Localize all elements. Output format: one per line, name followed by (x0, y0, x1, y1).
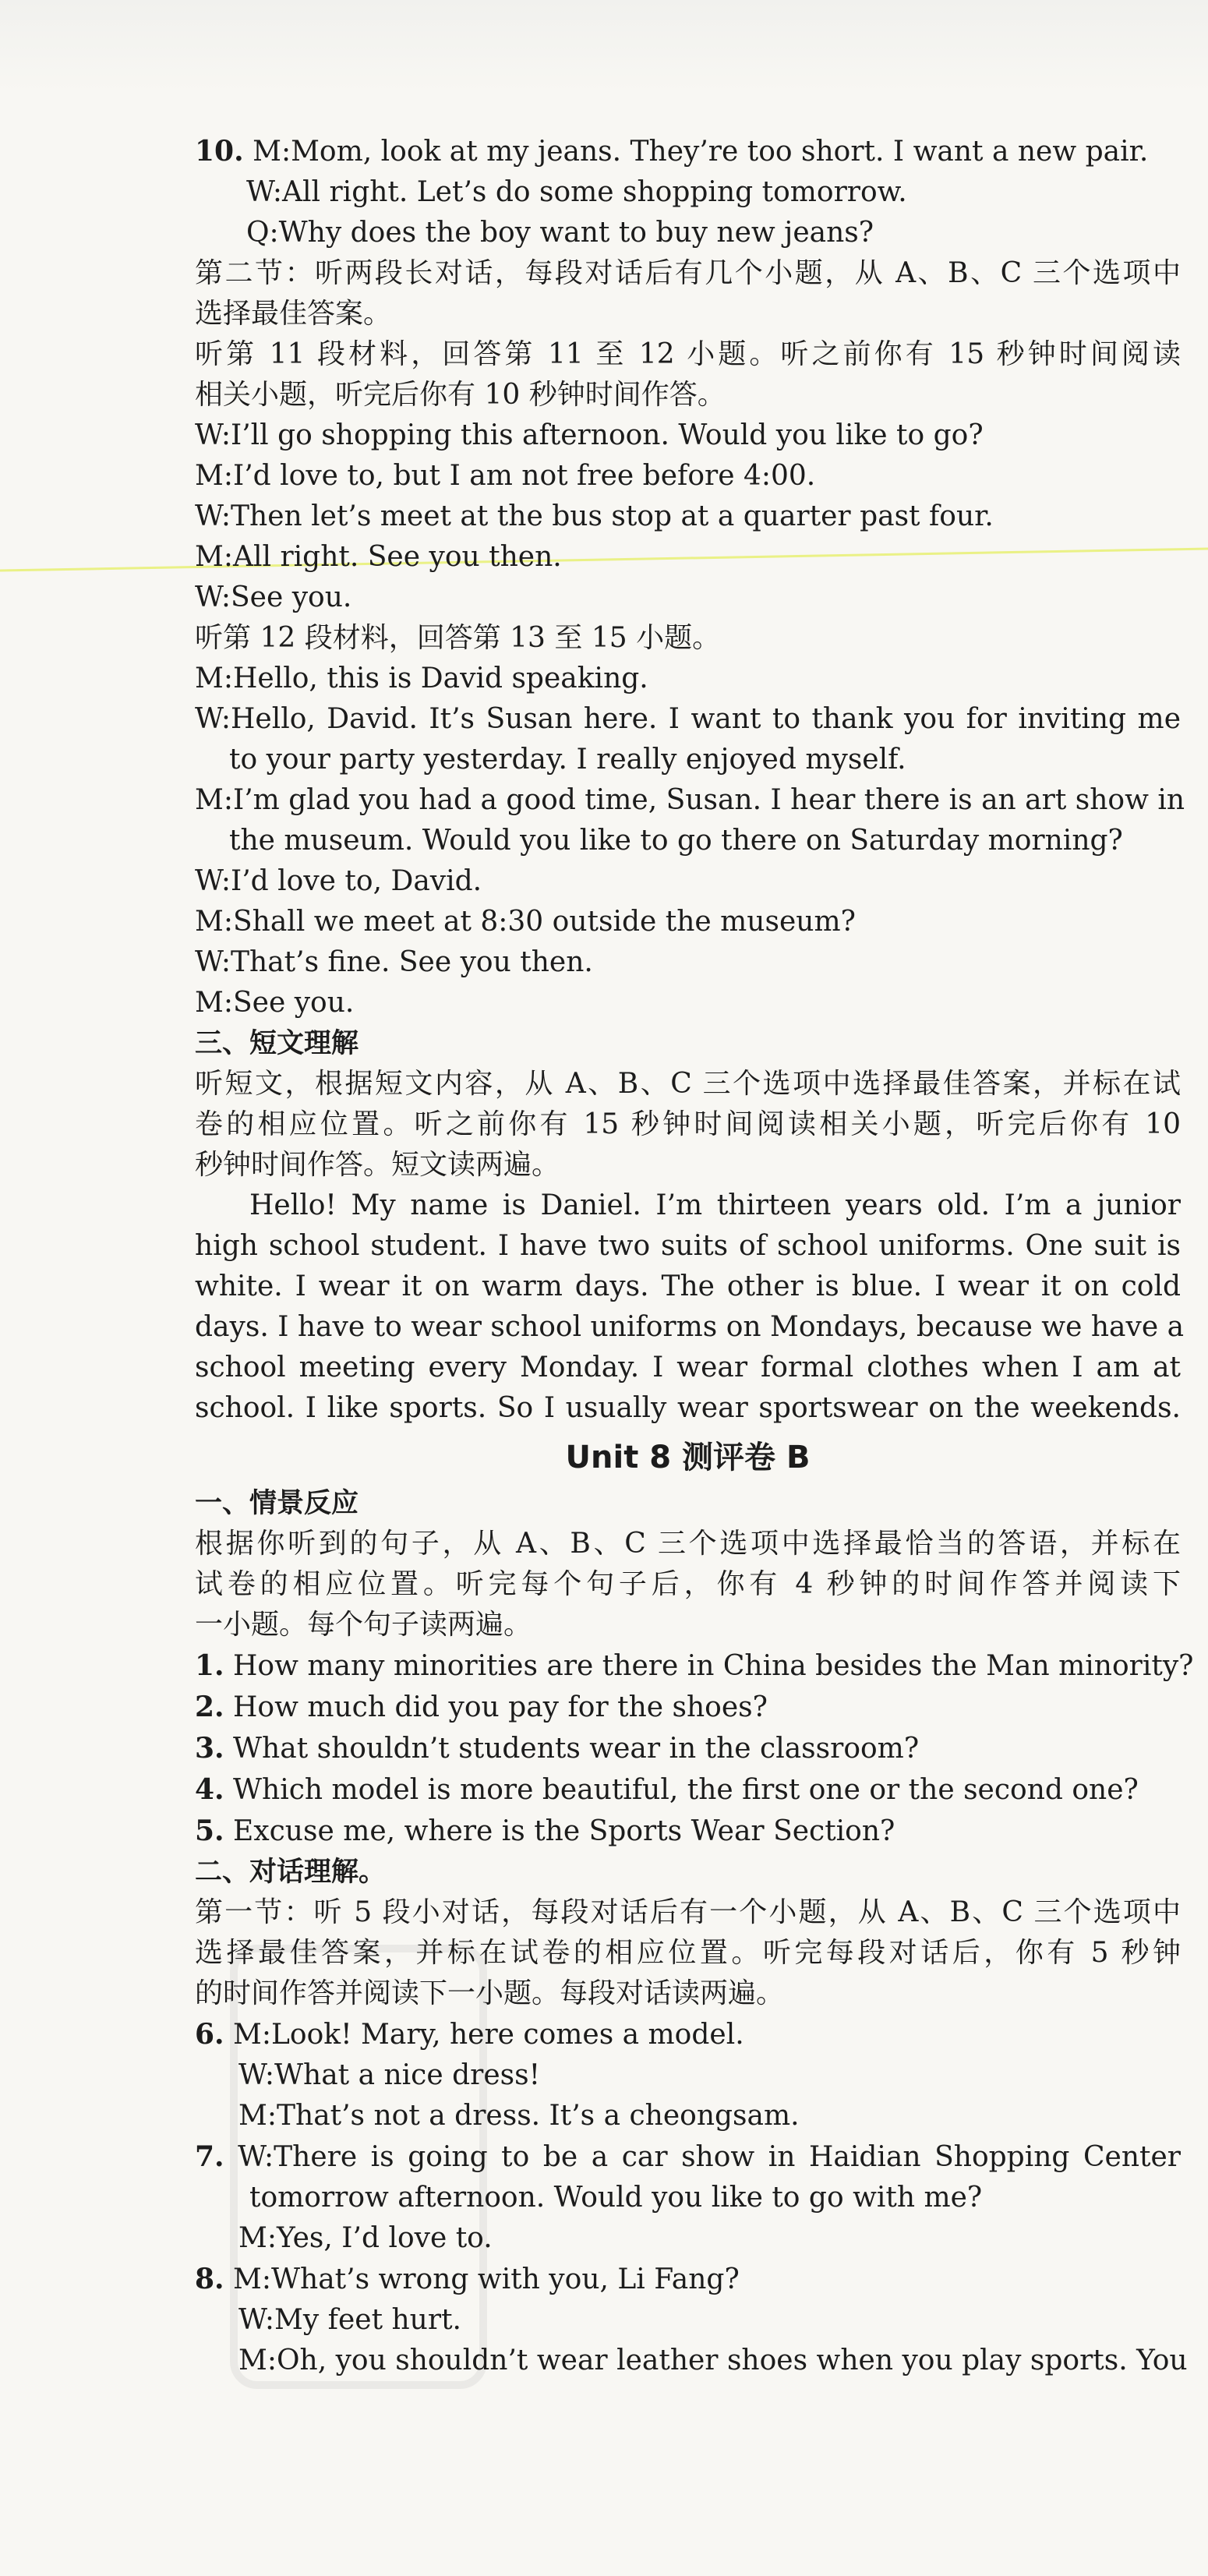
line-text: M:Mom, look at my jeans. They’re too short. I want a new pair. (243, 136, 1149, 168)
text-line (195, 2014, 1181, 2055)
line-text: How much did you pay for the shoes? (224, 1691, 768, 1723)
unit-title: Unit 8 测评卷 B (565, 1440, 811, 1475)
text-line: 第二节：听两段长对话，每段对话后有几个小题，从 A、B、C 三个选项中 (195, 257, 1181, 289)
text-line: W:I’d love to, David. (195, 865, 482, 897)
line-text: M:What’s wrong with you, Li Fang? (224, 2263, 740, 2295)
text-line: 听短文，根据短文内容，从 A、B、C 三个选项中选择最佳答案，并标在试 (195, 1068, 1181, 1100)
text-line: 第一节：听 5 段小对话，每段对话后有一个小题，从 A、B、C 三个选项中 (195, 1896, 1181, 1928)
text-line: M:Oh, you shouldn’t wear leather shoes when you play sports. You (238, 2345, 1188, 2376)
text-line: M:See you. (195, 987, 355, 1019)
text-line: tomorrow afternoon. Would you like to go with me? (249, 2182, 983, 2214)
text-line: 一小题。每个句子读两遍。 (195, 1609, 532, 1641)
question-number: 1. (195, 1649, 224, 1682)
text-line: 根据你听到的句子，从 A、B、C 三个选项中选择最恰当的答语，并标在 (195, 1528, 1181, 1560)
text-line: M:I’d love to, but I am not free before 4:00. (195, 460, 816, 492)
text-line: school. I like sports. So I usually wear sportswear on the weekends. (195, 1392, 1181, 1424)
question-number: 2. (195, 1691, 224, 1723)
question-number: 6. (195, 2018, 224, 2051)
text-line: Hello! My name is Daniel. I’m thirteen years old. I’m a junior (249, 1189, 1181, 1221)
line-text: W:There is going to be a car show in Haidian Shopping Center (224, 2141, 1181, 2173)
question-number: 5. (195, 1815, 224, 1847)
text-line: 的时间作答并阅读下一小题。每段对话读两遍。 (195, 1977, 785, 2009)
text-line: 选择最佳答案，并标在试卷的相应位置。听完每段对话后，你有 5 秒钟 (195, 1937, 1181, 1969)
text-line: 听第 11 段材料，回答第 11 至 12 小题。听之前你有 15 秒钟时间阅读 (195, 338, 1181, 370)
line-text: Excuse me, where is the Sports Wear Section? (224, 1815, 895, 1847)
section-heading: 三、短文理解 (195, 1028, 359, 1059)
text-line: M:I’m glad you had a good time, Susan. I hear there is an art show in (195, 784, 1185, 816)
text-line: W:See you. (195, 581, 352, 613)
text-line: 秒钟时间作答。短文读两遍。 (195, 1149, 560, 1181)
line-text: M:Look! Mary, here comes a model. (224, 2019, 744, 2051)
text-line: W:All right. Let’s do some shopping tomorrow. (246, 176, 907, 208)
text-line (195, 1687, 1181, 1728)
text-line: school meeting every Monday. I wear formal clothes when I am at (195, 1352, 1181, 1383)
exam-transcript (195, 131, 1194, 2381)
text-line: days. I have to wear school uniforms on Mondays, because we have a (195, 1311, 1185, 1343)
text-line (195, 1645, 1194, 1687)
text-line: W:What a nice dress! (238, 2059, 541, 2091)
question-number: 8. (195, 2263, 224, 2295)
text-line (195, 1769, 1181, 1811)
text-line: 试卷的相应位置。听完每个句子后，你有 4 秒钟的时间作答并阅读下 (195, 1568, 1181, 1600)
line-text: How many minorities are there in China besides the Man minority? (224, 1650, 1194, 1682)
text-line: high school student. I have two suits of school uniforms. One suit is (195, 1230, 1181, 1262)
line-text: What shouldn’t students wear in the classroom? (224, 1733, 920, 1765)
text-line: the museum. Would you like to go there on Saturday morning? (229, 825, 1123, 857)
text-line: M:Yes, I’d love to. (238, 2222, 493, 2254)
text-line: M:All right. See you then. (195, 541, 562, 573)
text-line: W:Hello, David. It’s Susan here. I want to thank you for inviting me (195, 703, 1181, 735)
text-line: 卷的相应位置。听之前你有 15 秒钟时间阅读相关小题，听完后你有 10 (195, 1108, 1181, 1140)
text-line (195, 2259, 1181, 2300)
question-number: 10. (195, 135, 244, 168)
section-heading: 一、情景反应 (195, 1488, 359, 1519)
question-number: 3. (195, 1732, 224, 1765)
text-line: white. I wear it on warm days. The other is blue. I wear it on cold (195, 1270, 1181, 1302)
text-line: 选择最佳答案。 (195, 298, 392, 330)
question-number: 7. (195, 2140, 224, 2173)
text-line: W:I’ll go shopping this afternoon. Would you like to go? (195, 419, 984, 451)
text-line: W:That’s fine. See you then. (195, 946, 593, 978)
text-line: to your party yesterday. I really enjoyed myself. (229, 744, 906, 776)
text-line: Q:Why does the boy want to buy new jeans? (246, 217, 874, 249)
text-line (195, 2136, 1181, 2178)
text-line: W:Then let’s meet at the bus stop at a quarter past four. (195, 500, 994, 532)
text-line: W:My feet hurt. (238, 2304, 461, 2336)
line-text: Which model is more beautiful, the first one or the second one? (224, 1774, 1139, 1806)
question-number: 4. (195, 1773, 224, 1806)
text-line (195, 1728, 1181, 1769)
text-line (195, 131, 1181, 172)
text-line: M:Hello, this is David speaking. (195, 663, 648, 694)
text-line: M:That’s not a dress. It’s a cheongsam. (238, 2100, 800, 2132)
text-line (195, 1811, 1181, 1852)
text-line: 听第 12 段材料，回答第 13 至 15 小题。 (195, 622, 721, 654)
text-line: M:Shall we meet at 8:30 outside the museum? (195, 906, 856, 938)
text-line: 相关小题，听完后你有 10 秒钟时间作答。 (195, 379, 726, 411)
section-heading: 二、对话理解。 (195, 1857, 387, 1888)
